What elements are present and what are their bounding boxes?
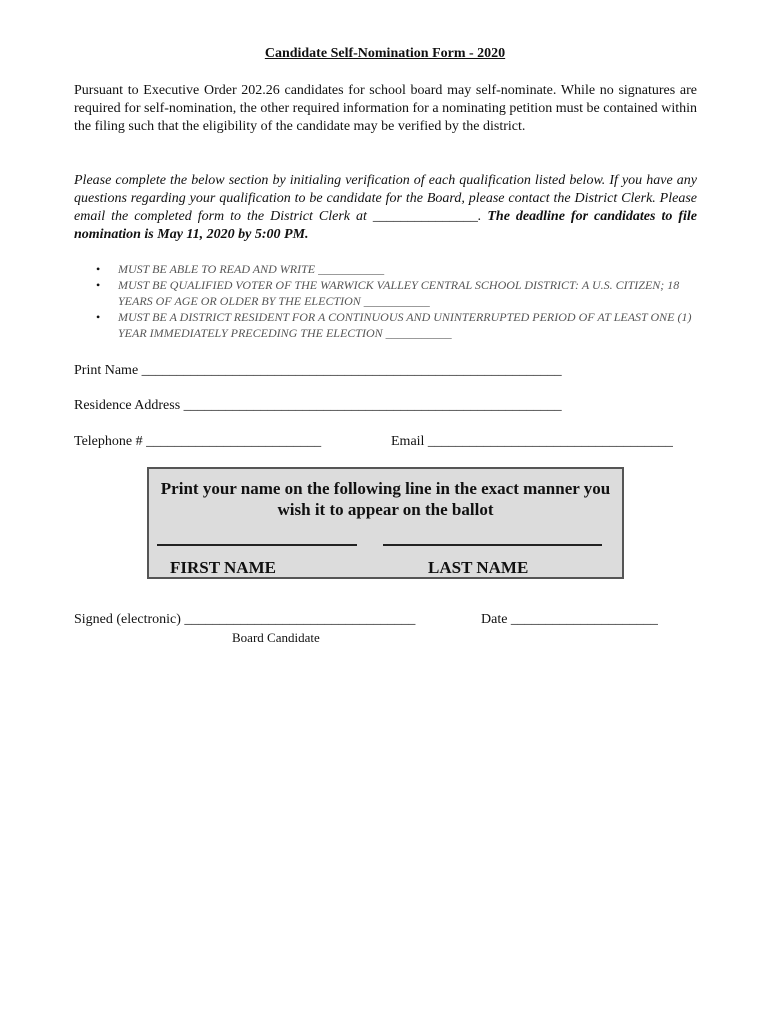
email-field[interactable]: Email ___________________________________ [391, 434, 673, 449]
deadline-text: The deadline for candidates to file nomination is May 11, 2020 by 5:00 PM. [74, 209, 697, 242]
ballot-instruction: Print your name on the following line in the exact manner you wish it to appear on the ballot [160, 479, 611, 519]
board-candidate-label: Board Candidate [232, 630, 320, 645]
date-field[interactable]: Date _____________________ [481, 612, 658, 627]
form-title: Candidate Self-Nomination Form - 2020 [264, 46, 506, 61]
print-name-field[interactable]: Print Name ____________________________________________________________ [74, 363, 562, 378]
bullet-icon: • [96, 262, 101, 276]
instructions-text: Please complete the below section by initialing verification of each qualification listed below. If you have any questions regarding your qualification to be candidate for the Board, please contact the District Clerk. Please email the completed form to the District Clerk at _______________. [74, 173, 697, 224]
qualification-read-write: MUST BE ABLE TO READ AND WRITE ___________ [118, 262, 385, 276]
qualification-district-resident: MUST BE A DISTRICT RESIDENT FOR A CONTINUOUS AND UNINTERRUPTED PERIOD OF AT LEAST ONE (1) YEAR IMMEDIATELY PRECEDING THE ELECTION ___________ [118, 310, 692, 340]
qualifications-list [96, 261, 706, 341]
residence-address-field[interactable]: Residence Address ______________________________________________________ [74, 398, 562, 413]
first-name-line[interactable] [157, 544, 357, 546]
qualification-qualified-voter: MUST BE QUALIFIED VOTER OF THE WARWICK VALLEY CENTRAL SCHOOL DISTRICT: A U.S. CITIZEN; 18 YEARS OF AGE OR OLDER BY THE ELECTION ___________ [118, 278, 680, 308]
bullet-icon: • [96, 278, 101, 292]
telephone-field[interactable]: Telephone # _________________________ [74, 434, 322, 449]
list-item [96, 277, 706, 309]
list-item [96, 261, 706, 277]
first-name-label: FIRST NAME [170, 558, 276, 577]
bullet-icon: • [96, 310, 101, 324]
instructions-paragraph [74, 172, 697, 244]
signature-field[interactable]: Signed (electronic) _________________________________ [74, 612, 416, 627]
last-name-line[interactable] [383, 544, 602, 546]
last-name-label: LAST NAME [428, 558, 529, 577]
intro-paragraph: Pursuant to Executive Order 202.26 candidates for school board may self-nominate. While no signatures are required for self-nomination, the other required information for a nominating petition must be contained within the filing such that the eligibility of the candidate may be verified by the district. [74, 83, 697, 134]
list-item [96, 309, 706, 341]
